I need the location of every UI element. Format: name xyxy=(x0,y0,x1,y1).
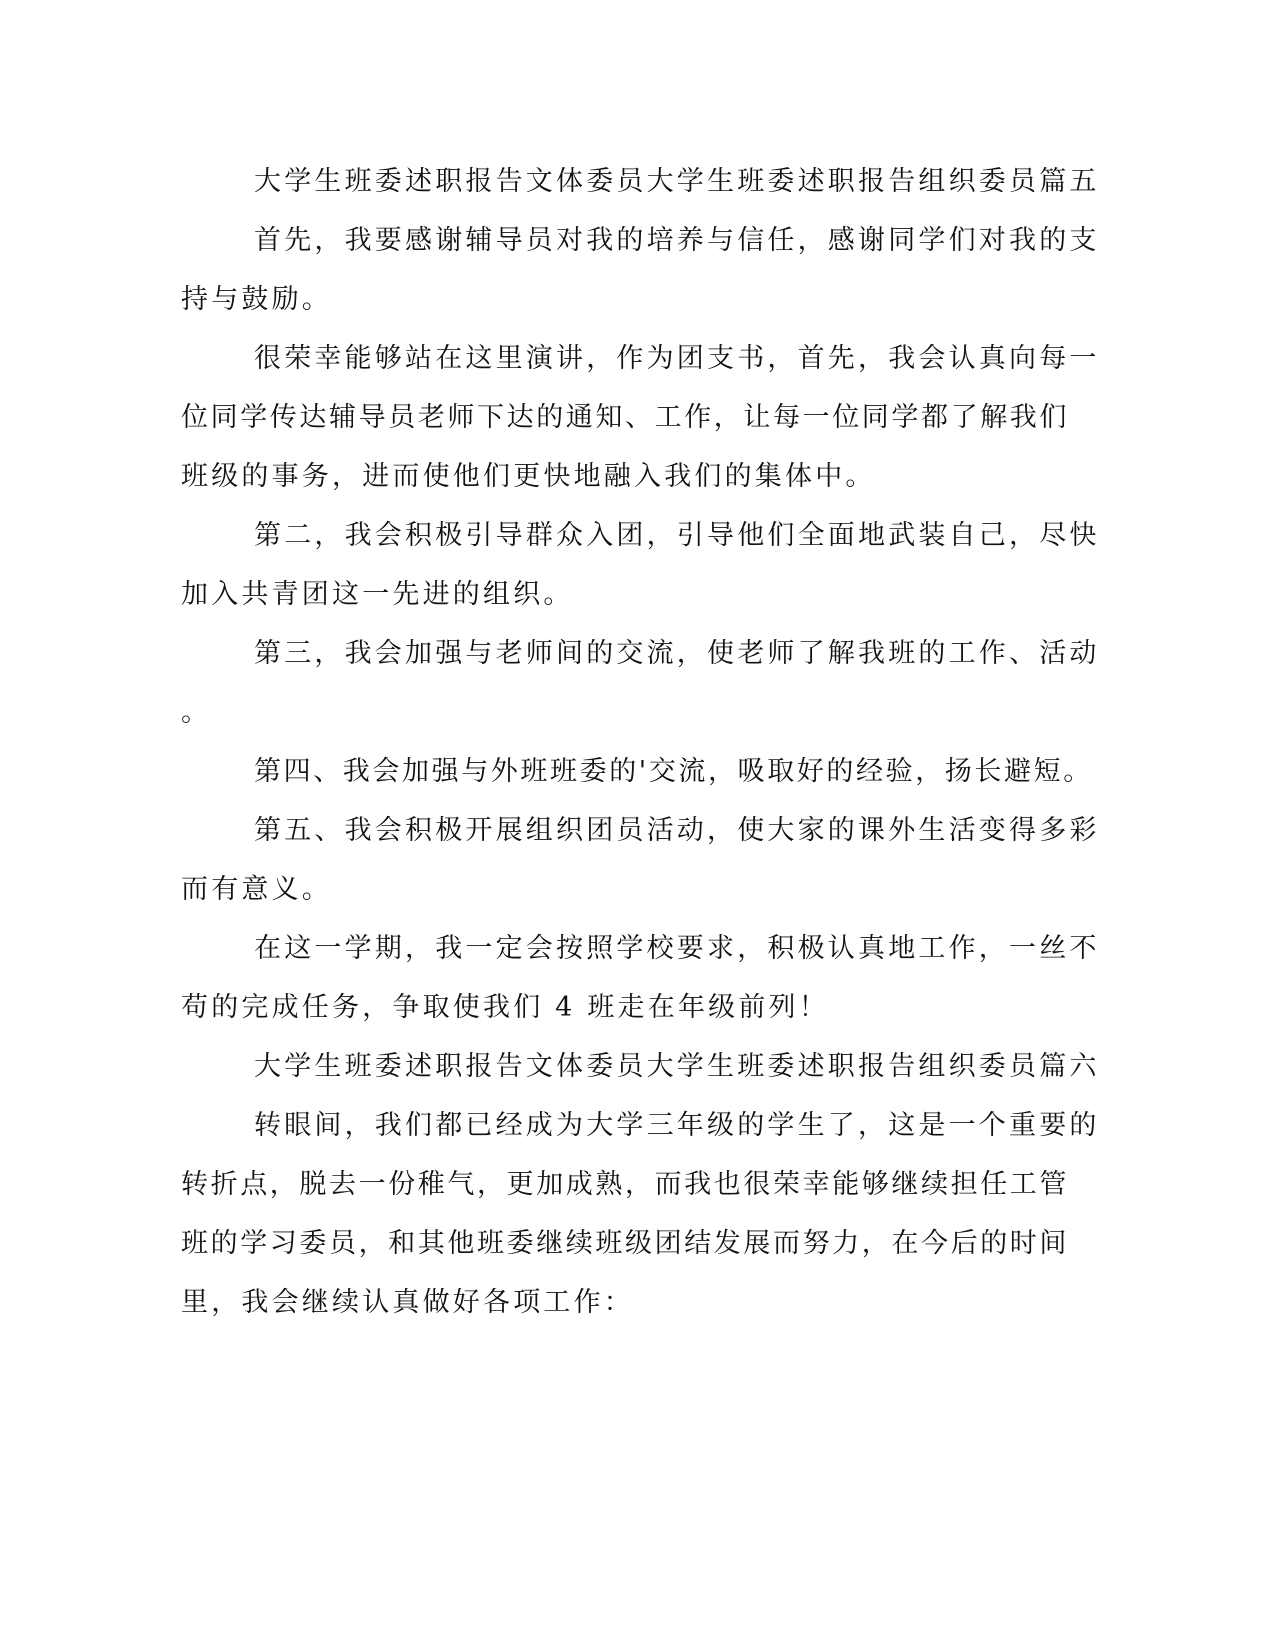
paragraph-line: 里，我会继续认真做好各项工作： xyxy=(181,1287,634,1318)
paragraph-line: 第三，我会加强与老师间的交流，使老师了解我班的工作、活动 xyxy=(254,638,1100,669)
paragraph-line: 第二，我会积极引导群众入团，引导他们全面地武装自己，尽快 xyxy=(254,520,1100,551)
paragraph-line: 在这一学期，我一定会按照学校要求，积极认真地工作，一丝不 xyxy=(254,933,1100,964)
paragraph-line: 首先，我要感谢辅导员对我的培养与信任，感谢同学们对我的支 xyxy=(254,225,1100,256)
paragraph-line: 第五、我会积极开展组织团员活动，使大家的课外生活变得多彩 xyxy=(254,815,1100,846)
section-heading-6: 大学生班委述职报告文体委员大学生班委述职报告组织委员篇六 xyxy=(254,1051,1100,1082)
paragraph-line: 持与鼓励。 xyxy=(181,284,332,315)
paragraph-line: 苟的完成任务，争取使我们 4 班走在年级前列！ xyxy=(181,992,829,1023)
paragraph-line: 班的学习委员，和其他班委继续班级团结发展而努力，在今后的时间 xyxy=(181,1228,1069,1259)
paragraph-line: 转眼间，我们都已经成为大学三年级的学生了，这是一个重要的 xyxy=(254,1110,1100,1141)
paragraph-line: 位同学传达辅导员老师下达的通知、工作，让每一位同学都了解我们 xyxy=(181,402,1069,433)
paragraph-line: 加入共青团这一先进的组织。 xyxy=(181,579,574,610)
paragraph-line: 很荣幸能够站在这里演讲，作为团支书，首先，我会认真向每一 xyxy=(254,343,1100,374)
paragraph-line: 班级的事务，进而使他们更快地融入我们的集体中。 xyxy=(181,461,876,492)
paragraph-line: 。 xyxy=(181,697,212,728)
section-heading-5: 大学生班委述职报告文体委员大学生班委述职报告组织委员篇五 xyxy=(254,166,1100,197)
paragraph-line: 而有意义。 xyxy=(181,874,332,905)
paragraph-line: 转折点，脱去一份稚气，更加成熟，而我也很荣幸能够继续担任工管 xyxy=(181,1169,1069,1200)
paragraph-line: 第四、我会加强与外班班委的'交流，吸取好的经验，扬长避短。 xyxy=(254,756,1093,787)
